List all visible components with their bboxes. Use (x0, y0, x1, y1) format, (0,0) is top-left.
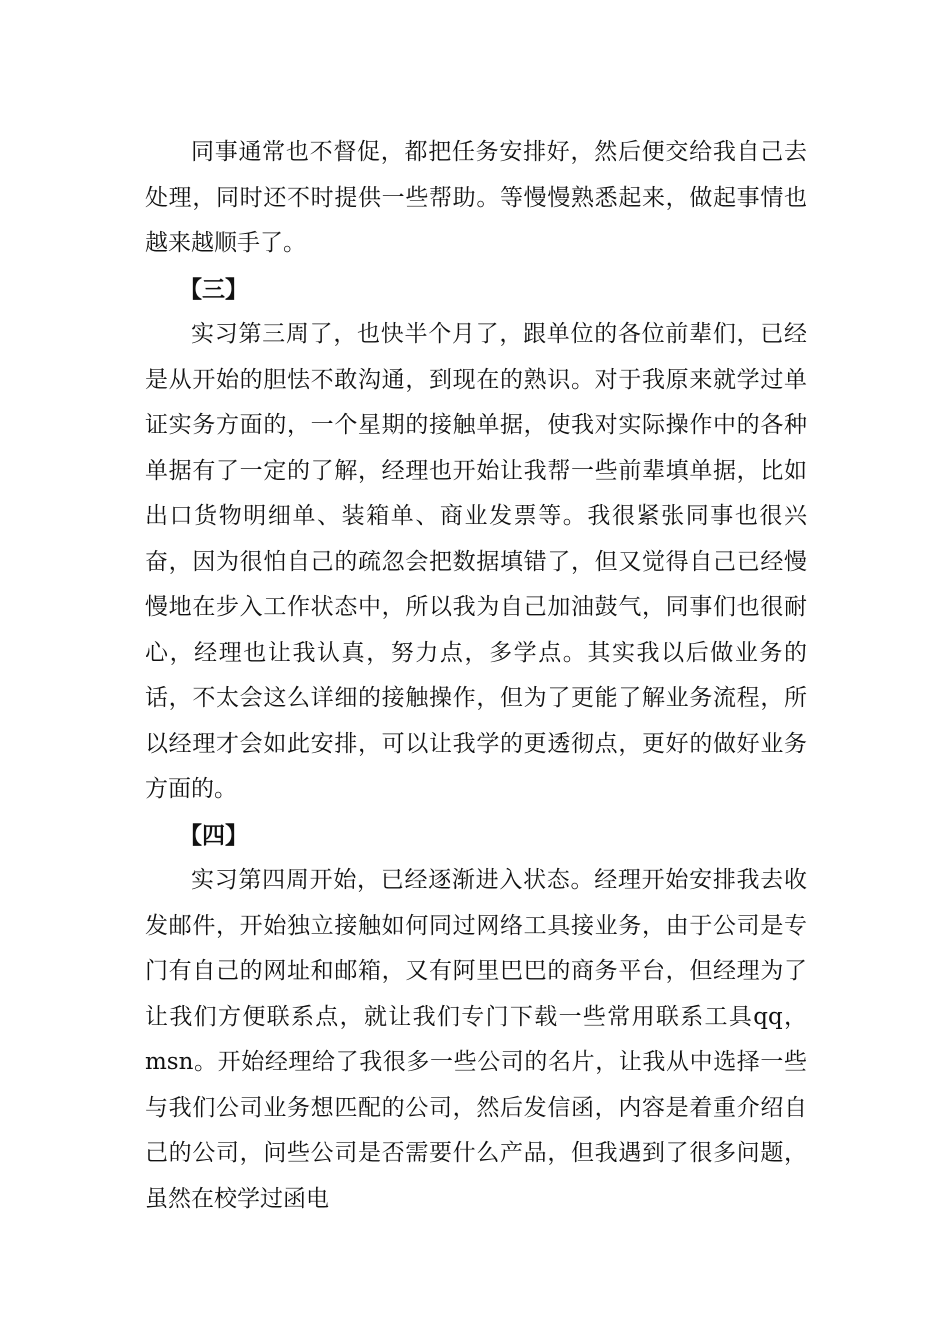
paragraph-week-three: 实习第三周了，也快半个月了，跟单位的各位前辈们，已经是从开始的胆怯不敢沟通，到现在的熟识。对于我原来就学过单证实务方面的，一个星期的接触单据，使我对实际操作中的各种单据有了一定的了解，经理也开始让我帮一些前辈填单据，比如出口货物明细单、装箱单、商业发票等。我很紧张同事也很兴奋，因为很怕自己的疏忽会把数据填错了，但又觉得自己已经慢慢地在步入工作状态中，所以我为自己加油鼓气，同事们也很耐心，经理也让我认真，努力点，多学点。其实我以后做业务的话，不太会这么详细的接触操作，但为了更能了解业务流程，所以经理才会如此安排，可以让我学的更透彻点，更好的做好业务方面的。 (145, 321, 807, 802)
paragraph-week-four: 实习第四周开始，已经逐渐进入状态。经理开始安排我去收发邮件，开始独立接触如何同过网络工具接业务，由于公司是专门有自己的网址和邮箱，又有阿里巴巴的商务平台，但经理为了让我们方便联系点，就让我们专门下载一些常用联系工具qq，msn。开始经理给了我很多一些公司的名片，让我从中选择一些与我们公司业务想匹配的公司，然后发信函，内容是着重介绍自己的公司，问些公司是否需要什么产品，但我遇到了很多问题，虽然在校学过函电 (145, 867, 807, 1212)
section-heading-four: 【四】 (179, 821, 248, 849)
document-body (145, 130, 807, 1222)
section-heading-three: 【三】 (179, 275, 248, 303)
paragraph-intro: 同事通常也不督促，都把任务安排好，然后便交给我自己去处理，同时还不时提供一些帮助。等慢慢熟悉起来，做起事情也越来越顺手了。 (145, 139, 807, 256)
